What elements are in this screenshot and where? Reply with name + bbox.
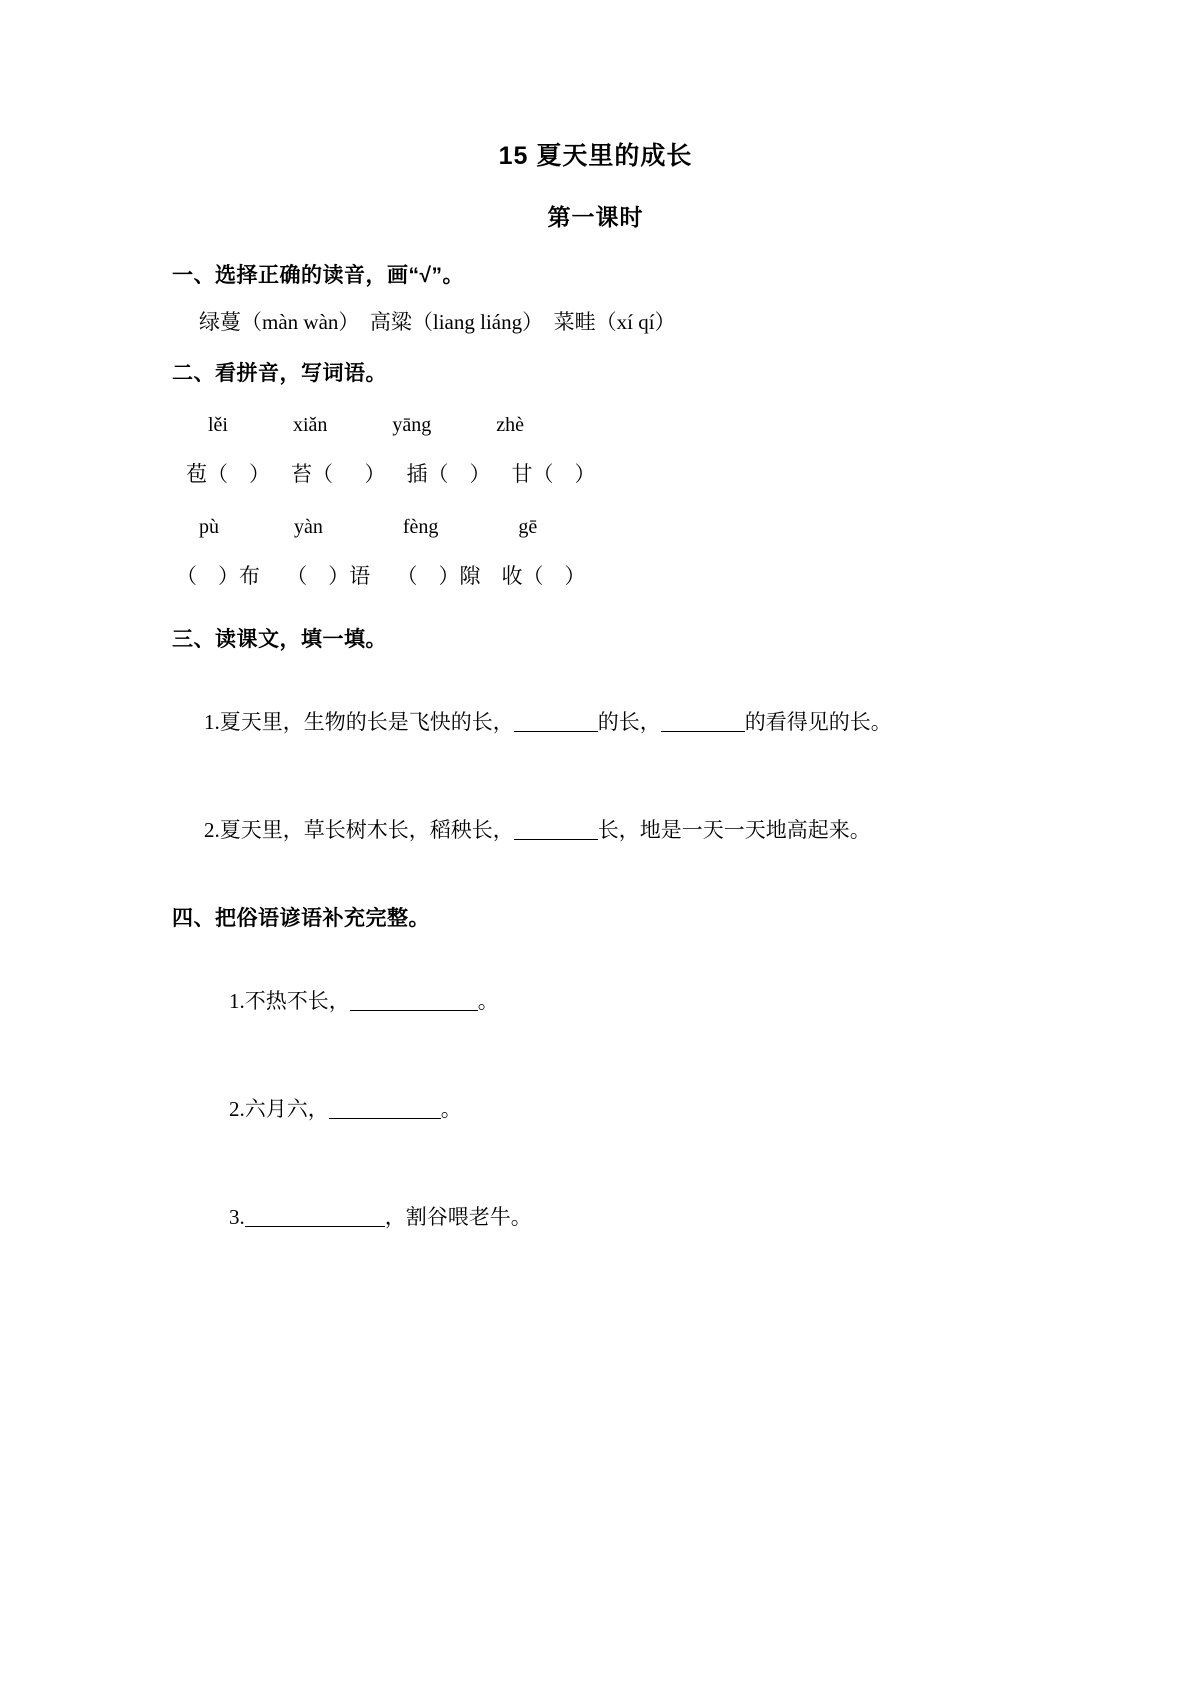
spacer	[0, 1042, 1191, 1068]
spacer	[0, 539, 1191, 563]
item-text-b: 长，地是一天一天地高起来。	[597, 817, 871, 842]
item-text-b: 。	[477, 988, 499, 1013]
spacer	[0, 763, 1191, 789]
item-text-b: 的长，	[597, 709, 661, 734]
item-number: 1.	[229, 988, 245, 1013]
spacer	[0, 932, 1191, 960]
spacer	[0, 871, 1191, 905]
page-subtitle: 第一课时	[547, 204, 644, 230]
item-text-c: 的看得见的长。	[744, 709, 892, 734]
spacer	[0, 387, 1191, 414]
fill-in-blank[interactable]	[329, 1118, 441, 1119]
pinyin-row-two: pù yàn fèng gē	[199, 515, 538, 538]
section-four-item-3	[0, 1176, 1191, 1258]
spacer	[0, 232, 1191, 262]
fill-in-blank[interactable]	[661, 731, 745, 732]
spacer	[0, 336, 1191, 360]
item-text-a: 不热不长，	[244, 988, 350, 1013]
spacer	[0, 590, 1191, 626]
fill-in-blank[interactable]	[514, 839, 598, 840]
section-heading-four: 四、把俗语谚语补充完整。	[172, 907, 430, 931]
fill-in-blank[interactable]	[245, 1226, 385, 1227]
section-one-pinyin-choices: 绿蔓（màn wàn） 高粱（liang liáng） 菜畦（xí qí）	[199, 309, 676, 334]
section-three-item-2	[0, 789, 1191, 871]
section-three-item-1	[0, 681, 1191, 763]
page-title: 15 夏天里的成长	[498, 142, 693, 170]
item-text-b: ，割谷喂老牛。	[384, 1204, 532, 1229]
item-text-a: 夏天里，草长树木长，稻秧长，	[219, 817, 514, 842]
item-number: 2.	[204, 817, 220, 842]
character-row-two: （ ）布 （ ）语 （ ）隙 收（ ）	[176, 563, 586, 588]
item-number: 3.	[229, 1204, 245, 1229]
item-number: 1.	[204, 709, 220, 734]
spacer	[0, 1150, 1191, 1176]
section-four-item-1	[0, 960, 1191, 1042]
pinyin-row-one: lěi xiǎn yāng zhè	[208, 414, 525, 437]
fill-in-blank[interactable]	[514, 731, 598, 732]
spacer	[0, 489, 1191, 516]
character-row-one: 苞（ ） 苔（ ） 插（ ） 甘（ ）	[186, 462, 596, 487]
item-text-a: 六月六，	[244, 1096, 329, 1121]
section-heading-one: 一、选择正确的读音，画“√”。	[172, 263, 465, 287]
fill-in-blank[interactable]	[350, 1010, 478, 1011]
spacer	[0, 437, 1191, 461]
section-four-item-2	[0, 1068, 1191, 1150]
item-text-b: 。	[440, 1096, 462, 1121]
section-heading-three: 三、读课文，填一填。	[172, 628, 387, 652]
item-text-a: 夏天里，生物的长是飞快的长，	[219, 709, 514, 734]
spacer	[0, 653, 1191, 681]
spacer	[0, 289, 1191, 309]
item-number: 2.	[229, 1096, 245, 1121]
section-heading-two: 二、看拼音，写词语。	[172, 362, 387, 386]
